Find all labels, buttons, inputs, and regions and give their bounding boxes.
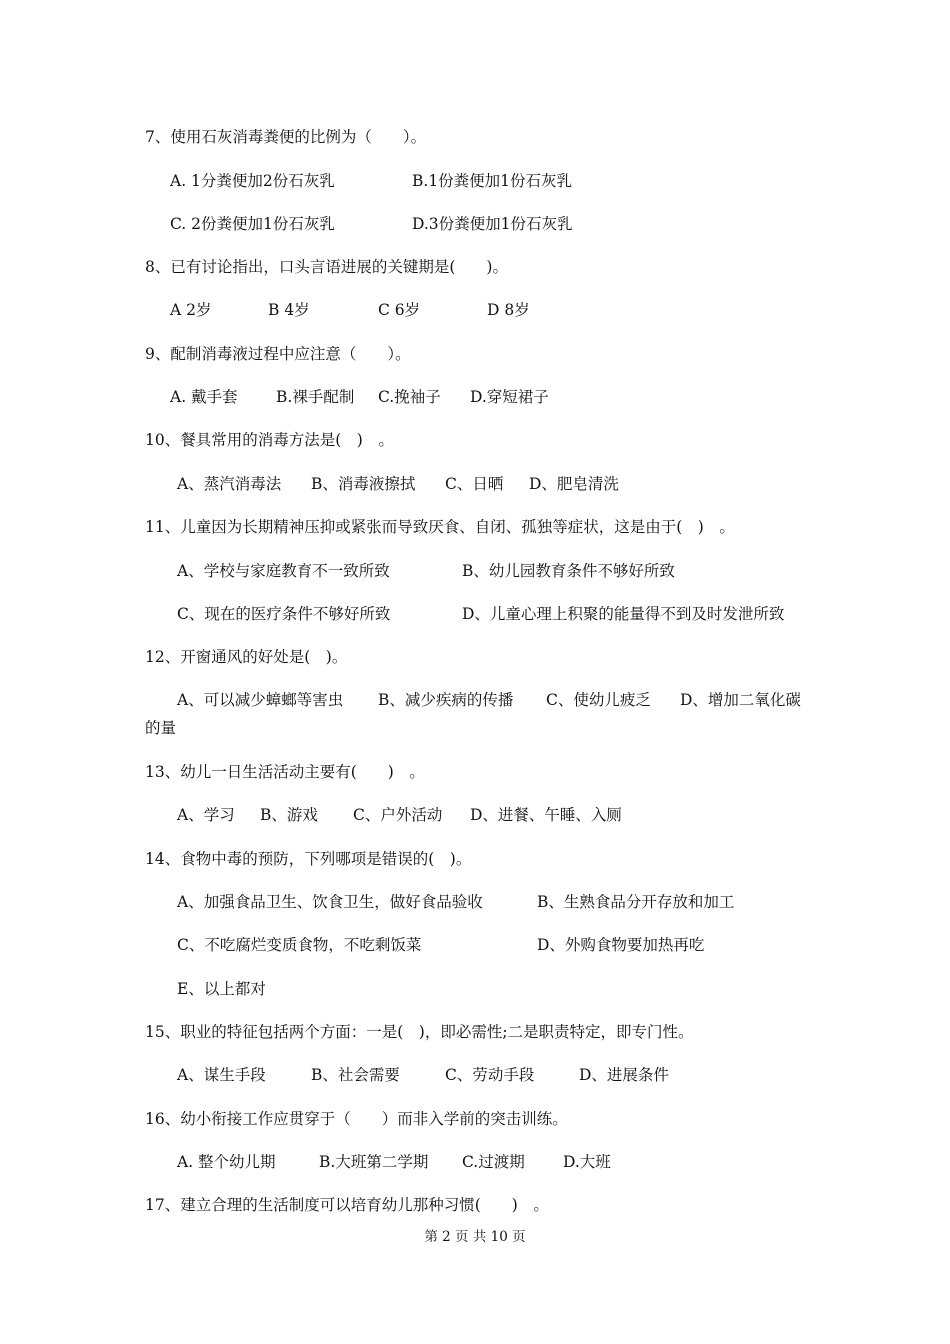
- option-14d: D、外购食物要加热再吃: [537, 936, 705, 954]
- question-12: 12、开窗通风的好处是( )。: [145, 648, 348, 666]
- option-12d: D、增加二氧化碳: [680, 691, 801, 709]
- option-8c: C 6岁: [378, 301, 421, 319]
- question-7: 7、使用石灰消毒粪便的比例为（ ）。: [145, 128, 427, 146]
- option-13d: D、进餐、午睡、入厕: [470, 806, 622, 824]
- option-9a: A. 戴手套: [170, 388, 238, 406]
- option-9b: B.裸手配制: [276, 388, 355, 406]
- option-7d: D.3份粪便加1份石灰乳: [412, 215, 573, 233]
- option-16a: A. 整个幼儿期: [177, 1153, 276, 1171]
- option-14a: A、加强食品卫生、饮食卫生，做好食品验收: [177, 893, 483, 911]
- option-11d: D、儿童心理上积聚的能量得不到及时发泄所致: [462, 605, 785, 623]
- option-12c: C、使幼儿疲乏: [546, 691, 651, 709]
- option-15a: A、谋生手段: [177, 1066, 266, 1084]
- question-10: 10、餐具常用的消毒方法是( ) 。: [145, 431, 394, 449]
- option-13b: B、游戏: [260, 806, 318, 824]
- option-11c: C、现在的医疗条件不够好所致: [177, 605, 391, 623]
- option-10c: C、日晒: [445, 475, 504, 493]
- page-footer: 第 2 页 共 10 页: [424, 1229, 526, 1245]
- option-10a: A、蒸汽消毒法: [177, 475, 282, 493]
- option-13a: A、学习: [177, 806, 235, 824]
- option-8b: B 4岁: [268, 301, 310, 319]
- option-14e: E、以上都对: [177, 980, 266, 998]
- question-9: 9、配制消毒液过程中应注意（ ）。: [145, 345, 411, 363]
- option-16d: D.大班: [563, 1153, 611, 1171]
- option-12b: B、减少疾病的传播: [378, 691, 514, 709]
- option-15c: C、劳动手段: [445, 1066, 535, 1084]
- option-14c: C、不吃腐烂变质食物，不吃剩饭菜: [177, 936, 422, 954]
- option-12d-continuation: 的量: [145, 719, 177, 737]
- option-10b: B、消毒液擦拭: [311, 475, 416, 493]
- option-7a: A. 1分粪便加2份石灰乳: [170, 172, 335, 190]
- question-17: 17、建立合理的生活制度可以培育幼儿那种习惯( ) 。: [145, 1196, 549, 1214]
- option-16c: C.过渡期: [462, 1153, 525, 1171]
- option-7c: C. 2份粪便加1份石灰乳: [170, 215, 335, 233]
- question-14: 14、食物中毒的预防，下列哪项是错误的( )。: [145, 850, 472, 868]
- option-9c: C.挽袖子: [378, 388, 441, 406]
- option-7b: B.1份粪便加1份石灰乳: [412, 172, 573, 190]
- question-8: 8、已有讨论指出，口头言语进展的关键期是( )。: [145, 258, 508, 276]
- option-8a: A 2岁: [170, 301, 212, 319]
- option-11b: B、幼儿园教育条件不够好所致: [462, 562, 675, 580]
- option-13c: C、户外活动: [353, 806, 443, 824]
- option-9d: D.穿短裙子: [470, 388, 549, 406]
- option-14b: B、生熟食品分开存放和加工: [537, 893, 735, 911]
- option-12a: A、可以减少蟑螂等害虫: [177, 691, 344, 709]
- option-15d: D、进展条件: [579, 1066, 669, 1084]
- option-11a: A、学校与家庭教育不一致所致: [177, 562, 390, 580]
- option-8d: D 8岁: [487, 301, 530, 319]
- option-15b: B、社会需要: [311, 1066, 400, 1084]
- question-13: 13、幼儿一日生活活动主要有( ) 。: [145, 763, 425, 781]
- question-11: 11、儿童因为长期精神压抑或紧张而导致厌食、自闭、孤独等症状，这是由于( ) 。: [145, 518, 735, 536]
- option-10d: D、肥皂清洗: [529, 475, 619, 493]
- question-15: 15、职业的特征包括两个方面：一是( )，即必需性;二是职责特定，即专门性。: [145, 1023, 694, 1041]
- option-16b: B.大班第二学期: [319, 1153, 429, 1171]
- question-16: 16、幼小衔接工作应贯穿于（ ）而非入学前的突击训练。: [145, 1110, 568, 1128]
